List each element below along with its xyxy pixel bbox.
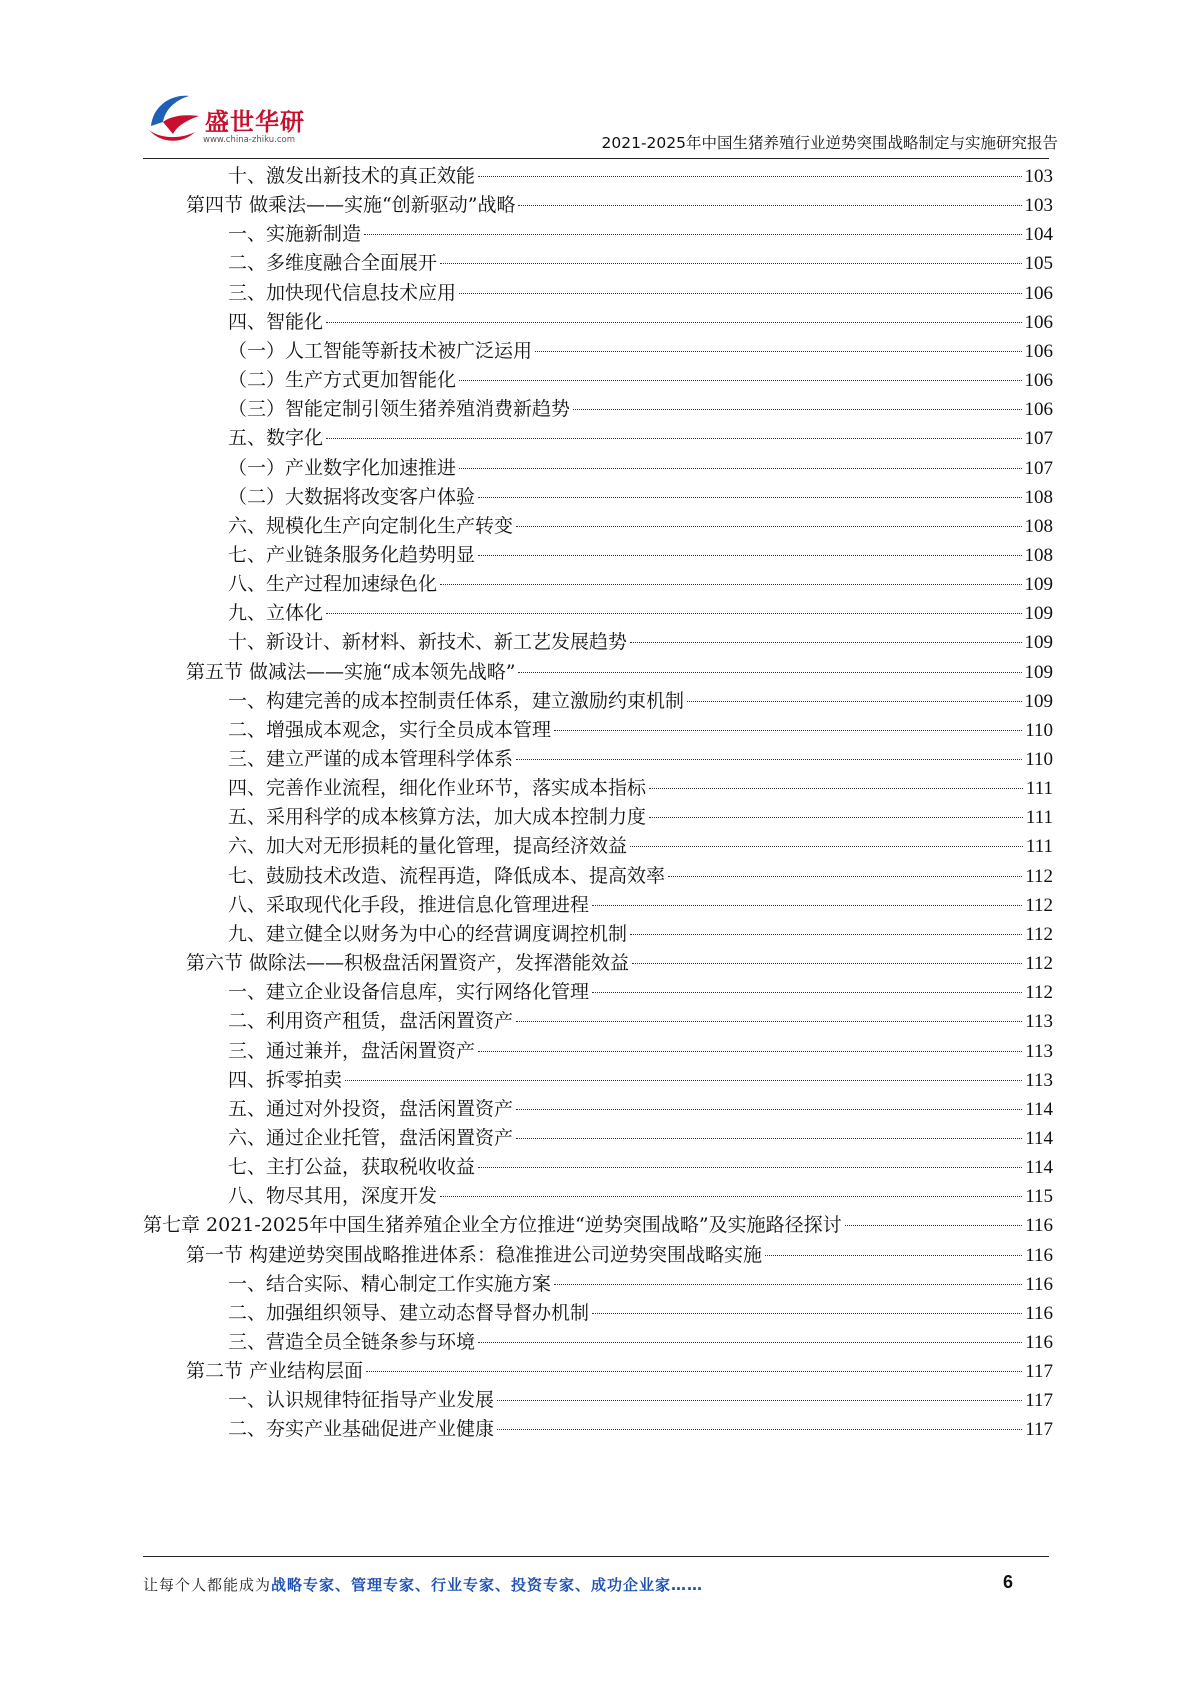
toc-entry-title: （一）人工智能等新技术被广泛运用 [228, 339, 533, 362]
header-divider [143, 158, 1049, 159]
toc-dot-leader [478, 176, 1021, 177]
toc-entry-page: 112 [1025, 923, 1053, 945]
toc-entry-title: 十、新设计、新材料、新技术、新工艺发展趋势 [228, 631, 628, 654]
toc-entry-page: 113 [1025, 1011, 1053, 1033]
toc-entry-page: 116 [1025, 1273, 1053, 1295]
toc-dot-leader [630, 846, 1023, 847]
toc-entry[interactable] [228, 1006, 1053, 1036]
toc-dot-leader [518, 672, 1021, 673]
toc-dot-leader [440, 1196, 1022, 1197]
logo-emblem-icon [143, 86, 205, 148]
toc-entry-page: 108 [1024, 486, 1053, 508]
toc-entry-title: 二、利用资产租赁，盘活闲置资产 [228, 1010, 514, 1033]
toc-dot-leader [554, 730, 1022, 731]
toc-entry[interactable] [228, 1181, 1053, 1211]
toc-entry-title: 一、结合实际、精心制定工作实施方案 [228, 1272, 552, 1295]
toc-entry-page: 112 [1025, 982, 1053, 1004]
toc-dot-leader [592, 905, 1022, 906]
toc-dot-leader [326, 613, 1021, 614]
toc-entry[interactable] [228, 336, 1053, 366]
toc-entry[interactable] [228, 831, 1053, 861]
toc-dot-leader [649, 788, 1023, 789]
toc-entry-page: 106 [1024, 311, 1053, 333]
page-header [0, 0, 1191, 165]
toc-entry-title: 二、增强成本观念，实行全员成本管理 [228, 718, 552, 741]
toc-entry-title: 第二节 产业结构层面 [186, 1360, 364, 1383]
toc-entry-page: 114 [1025, 1127, 1053, 1149]
toc-entry-page: 108 [1024, 544, 1053, 566]
toc-entry-page: 117 [1025, 1361, 1053, 1383]
toc-entry-page: 107 [1024, 457, 1053, 479]
toc-entry-page: 116 [1025, 1302, 1053, 1324]
toc-entry-page: 109 [1024, 690, 1053, 712]
toc-entry-title: 一、建立企业设备信息库，实行网络化管理 [228, 981, 590, 1004]
toc-entry-title: 四、完善作业流程，细化作业环节，落实成本指标 [228, 777, 647, 800]
toc-entry[interactable] [228, 1123, 1053, 1153]
toc-dot-leader [478, 555, 1021, 556]
toc-dot-leader [765, 1255, 1022, 1256]
toc-entry-title: 一、实施新制造 [228, 223, 362, 246]
toc-entry-page: 116 [1025, 1215, 1053, 1237]
toc-dot-leader [440, 584, 1021, 585]
toc-entry-page: 115 [1025, 1186, 1053, 1208]
toc-entry-title: （二）生产方式更加智能化 [228, 369, 457, 392]
company-logo [143, 86, 323, 152]
toc-entry-page: 117 [1025, 1390, 1053, 1412]
toc-entry-page: 103 [1024, 166, 1053, 187]
toc-entry[interactable] [228, 686, 1053, 716]
footer-slogan-highlight: 战略专家、管理专家、行业专家、投资专家、成功企业家…… [271, 1576, 704, 1594]
toc-entry-title: 九、立体化 [228, 602, 324, 625]
toc-entry-page: 110 [1025, 719, 1053, 741]
toc-entry-page: 109 [1024, 574, 1053, 596]
toc-entry-title: （一）产业数字化加速推进 [228, 456, 457, 479]
toc-dot-leader [554, 1284, 1022, 1285]
toc-entry[interactable] [186, 190, 1053, 220]
toc-entry-page: 113 [1025, 1069, 1053, 1091]
toc-entry[interactable] [228, 802, 1053, 832]
toc-entry[interactable] [228, 1094, 1053, 1124]
toc-entry[interactable] [228, 219, 1053, 249]
logo-name: 盛世华研 [205, 108, 305, 136]
toc-entry-title: 四、智能化 [228, 310, 324, 333]
toc-dot-leader [845, 1225, 1023, 1226]
toc-entry-page: 114 [1025, 1098, 1053, 1120]
toc-dot-leader [440, 263, 1021, 264]
toc-entry[interactable] [228, 569, 1053, 599]
toc-entry[interactable] [228, 394, 1053, 424]
toc-entry-title: 六、加大对无形损耗的量化管理，提高经济效益 [228, 835, 628, 858]
toc-entry-title: 六、通过企业托管，盘活闲置资产 [228, 1126, 514, 1149]
toc-dot-leader [459, 468, 1021, 469]
toc-entry[interactable] [228, 423, 1053, 453]
toc-entry[interactable] [228, 919, 1053, 949]
toc-entry-page: 104 [1024, 224, 1053, 246]
toc-dot-leader [668, 876, 1022, 877]
toc-entry-page: 110 [1025, 749, 1053, 770]
toc-entry-title: （三）智能定制引领生猪养殖消费新趋势 [228, 398, 571, 421]
toc-entry-title: 九、建立健全以财务为中心的经营调度调控机制 [228, 922, 628, 945]
footer-slogan [143, 1574, 703, 1595]
footer-slogan-prefix: 让每个人都能成为 [143, 1576, 272, 1594]
toc-entry[interactable] [228, 977, 1053, 1007]
toc-dot-leader [459, 293, 1021, 294]
toc-entry-page: 106 [1024, 370, 1053, 392]
report-title: 2021-2025年中国生猪养殖行业逆势突围战略制定与实施研究报告 [601, 134, 1058, 152]
toc-dot-leader [687, 701, 1021, 702]
page-number: 6 [1003, 1572, 1014, 1592]
toc-entry-title: 六、规模化生产向定制化生产转变 [228, 514, 514, 537]
toc-entry-page: 109 [1024, 632, 1053, 654]
toc-entry-page: 116 [1025, 1332, 1053, 1353]
toc-entry-page: 106 [1024, 399, 1053, 421]
toc-dot-leader [326, 438, 1021, 439]
toc-entry[interactable] [228, 161, 1053, 191]
toc-entry[interactable] [228, 307, 1053, 337]
toc-entry[interactable] [186, 948, 1053, 978]
toc-entry-title: 三、加快现代信息技术应用 [228, 281, 457, 304]
toc-entry-title: （二）大数据将改变客户体验 [228, 485, 476, 508]
toc-dot-leader [573, 409, 1021, 410]
logo-url: www.china-zhiku.com [203, 135, 295, 145]
toc-dot-leader [630, 642, 1021, 643]
toc-entry[interactable] [228, 1152, 1053, 1182]
toc-entry-title: 第六节 做除法——积极盘活闲置资产，发挥潜能效益 [186, 952, 630, 975]
toc-entry[interactable] [228, 278, 1053, 308]
toc-entry-title: 八、采取现代化手段，推进信息化管理进程 [228, 893, 590, 916]
toc-dot-leader [478, 1051, 1022, 1052]
toc-dot-leader [497, 1400, 1022, 1401]
toc-entry-title: 第五节 做减法——实施“成本领先战略” [186, 660, 516, 683]
toc-entry-page: 111 [1025, 836, 1053, 858]
toc-entry[interactable] [186, 657, 1053, 687]
toc-dot-leader [366, 1371, 1022, 1372]
toc-entry[interactable] [228, 890, 1053, 920]
toc-dot-leader [516, 759, 1022, 760]
toc-dot-leader [592, 1313, 1022, 1314]
toc-entry-title: 四、拆零拍卖 [228, 1068, 343, 1091]
toc-entry-title: 五、采用科学的成本核算方法，加大成本控制力度 [228, 806, 647, 829]
toc-entry-title: 一、构建完善的成本控制责任体系，建立激励约束机制 [228, 689, 685, 712]
toc-entry-page: 111 [1025, 807, 1053, 829]
toc-entry[interactable] [186, 1240, 1053, 1270]
toc-entry-title: 七、鼓励技术改造、流程再造，降低成本、提高效率 [228, 864, 666, 887]
toc-entry-title: 一、认识规律特征指导产业发展 [228, 1389, 495, 1412]
toc-entry[interactable] [228, 1327, 1053, 1357]
toc-entry[interactable] [228, 1269, 1053, 1299]
toc-entry-title: 第七章 2021-2025年中国生猪养殖企业全方位推进“逆势突围战略”及实施路径探讨 [143, 1214, 842, 1237]
toc-entry[interactable] [228, 1298, 1053, 1328]
toc-dot-leader [632, 963, 1022, 964]
toc-entry-page: 112 [1025, 953, 1053, 975]
toc-entry-page: 116 [1025, 1244, 1053, 1266]
toc-dot-leader [516, 1021, 1022, 1022]
toc-entry[interactable] [228, 365, 1053, 395]
toc-dot-leader [364, 234, 1021, 235]
toc-entry-page: 117 [1025, 1419, 1053, 1441]
toc-entry[interactable] [228, 1036, 1053, 1066]
toc-entry-title: 八、物尽其用，深度开发 [228, 1185, 438, 1208]
toc-entry-title: 三、营造全员全链条参与环境 [228, 1331, 476, 1353]
toc-dot-leader [649, 817, 1023, 818]
toc-entry-page: 109 [1024, 661, 1053, 683]
toc-entry-title: 二、加强组织领导、建立动态督导督办机制 [228, 1301, 590, 1324]
toc-dot-leader [497, 1429, 1022, 1430]
toc-entry[interactable] [228, 1065, 1053, 1095]
toc-entry-page: 112 [1025, 894, 1053, 916]
toc-entry[interactable] [228, 1414, 1053, 1444]
toc-entry-title: 第一节 构建逆势突围战略推进体系：稳准推进公司逆势突围战略实施 [186, 1243, 763, 1266]
footer-divider [143, 1556, 1049, 1557]
toc-dot-leader [478, 1342, 1022, 1343]
toc-entry-title: 第四节 做乘法——实施“创新驱动”战略 [186, 194, 516, 217]
toc-entry-title: 十、激发出新技术的真正效能 [228, 165, 476, 187]
toc-entry[interactable] [228, 744, 1053, 774]
toc-entry-title: 三、通过兼并，盘活闲置资产 [228, 1039, 476, 1062]
toc-entry[interactable] [228, 598, 1053, 628]
toc-entry-page: 111 [1025, 778, 1053, 800]
toc-entry-title: 五、数字化 [228, 427, 324, 450]
toc-entry-title: 七、产业链条服务化趋势明显 [228, 543, 476, 566]
toc-dot-leader [535, 351, 1021, 352]
toc-entry[interactable] [228, 453, 1053, 483]
toc-entry[interactable] [186, 1356, 1053, 1386]
toc-dot-leader [630, 934, 1022, 935]
toc-entry-title: 七、主打公益，获取税收收益 [228, 1156, 476, 1179]
toc-entry[interactable] [228, 773, 1053, 803]
toc-entry-page: 108 [1024, 515, 1053, 537]
toc-dot-leader [516, 1138, 1022, 1139]
toc-entry-page: 107 [1024, 428, 1053, 450]
toc-entry[interactable] [228, 511, 1053, 541]
toc-dot-leader [516, 526, 1021, 527]
toc-entry-title: 二、夯实产业基础促进产业健康 [228, 1418, 495, 1441]
toc-dot-leader [518, 205, 1021, 206]
toc-dot-leader [478, 1167, 1022, 1168]
toc-entry-page: 106 [1024, 340, 1053, 362]
toc-dot-leader [326, 322, 1021, 323]
toc-entry-page: 103 [1024, 195, 1053, 217]
toc-entry[interactable] [228, 540, 1053, 570]
toc-entry[interactable] [228, 627, 1053, 657]
toc-dot-leader [592, 992, 1022, 993]
toc-entry-page: 105 [1024, 253, 1053, 275]
toc-entry-page: 114 [1025, 1157, 1053, 1179]
toc-entry[interactable] [143, 1210, 1053, 1240]
toc-entry[interactable] [228, 861, 1053, 891]
toc-entry-title: 二、多维度融合全面展开 [228, 252, 438, 275]
toc-dot-leader [345, 1080, 1022, 1081]
toc-entry-page: 113 [1025, 1040, 1053, 1062]
toc-entry[interactable] [228, 715, 1053, 745]
toc-dot-leader [478, 497, 1021, 498]
toc-entry-title: 八、生产过程加速绿色化 [228, 573, 438, 596]
toc-entry-title: 三、建立严谨的成本管理科学体系 [228, 748, 514, 770]
toc-entry[interactable] [228, 482, 1053, 512]
toc-dot-leader [516, 1109, 1022, 1110]
toc-entry-page: 112 [1025, 865, 1053, 887]
toc-entry[interactable] [228, 1385, 1053, 1415]
toc-entry-page: 109 [1024, 603, 1053, 625]
toc-entry-page: 106 [1024, 282, 1053, 304]
toc-dot-leader [459, 380, 1021, 381]
toc-entry-title: 五、通过对外投资，盘活闲置资产 [228, 1097, 514, 1120]
toc-entry[interactable] [228, 248, 1053, 278]
